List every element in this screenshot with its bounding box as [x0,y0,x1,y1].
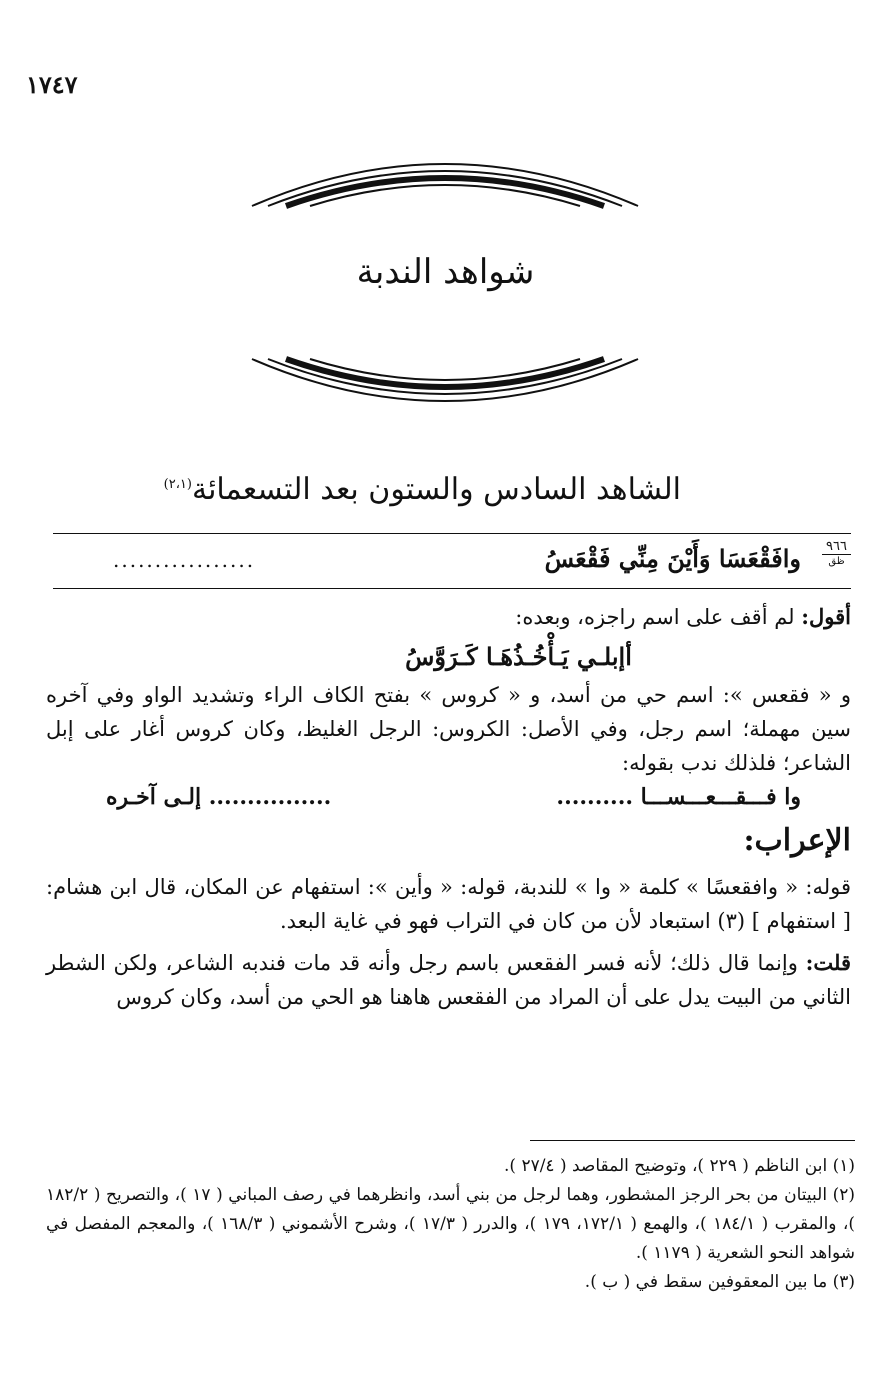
hemistich-left: ................ إلـى آخـره [106,784,332,810]
bottom-ornament-arcs [250,355,640,425]
footnote-3: (٣) ما بين المعقوفين سقط في ( ب ). [584,1272,855,1292]
verse-number [822,540,851,569]
paragraph-2: و « فقعس »: اسم حي من أسد، و « كروس » بفتح الكاف الراء وتشديد الواو وفي آخره سين مهملة؛ اسم رجل، وفي الأصل: الكروس: الرجل الغليظ، وكان كروس أغار على إبل الشاعر؛ فلذلك ندب بقوله: [46,683,851,775]
verse-meter-tag: ظق [828,556,845,567]
paragraph-1 [46,600,851,634]
page-number: ١٧٤٧ [26,70,78,99]
verse-text: وافَقْعَسَا وَأَيْنَ مِنِّي فَقْعَسُ [544,544,801,573]
paragraph-3: قوله: « وافقعسًا » كلمة « وا » للندبة، قوله: « وأين »: استفهام عن المكان، قال ابن هشام: [ استفهام ] (٣) استبعاد لأن من كان في التراب فهو في غاية البعد. [46,875,851,933]
verse-row [53,540,851,584]
verse-bottom-rule [53,588,851,589]
section-title-text: الشاهد السادس والستون بعد التسعمائة [191,472,681,507]
section-title [164,472,681,507]
paragraph-4 [46,946,851,1014]
footnote-1: (١) ابن الناظم ( ٢٢٩ )، وتوضيح المقاصد ( ٢٧/٤ ). [503,1156,855,1176]
footnote-2: (٢) البيتان من بحر الرجز المشطور، وهما لرجل من بني أسد، وانظرهما في رصف المباني ( ١٧ )، والتصريح ( ١٨٢/٢ )، والمقرب ( ١٨٤/١ )، والهمع ( ١٧٢/١، ١٧٩ )، والدرر ( ١٧/٣ )، وشرح الأشموني ( ١٦٨/٣ )، والمعجم المفصل في شواهد النحو الشعرية ( ١١٧٩ ). [46,1185,856,1263]
verse-number-value: ٩٦٦ [822,540,851,555]
footnotes [46,1152,855,1297]
irab-heading: الإعراب: [743,823,851,858]
hemistich-right: وا فـــقـــعـــســـا .......... [556,784,801,810]
paragraph-1-text: لم أقف على اسم راجزه، وبعده: [515,605,795,629]
body-text [46,600,851,1014]
second-verse: أإبلـي يَـأْخُـذُهَـا كَـرَوَّسُ [405,642,632,671]
top-ornament-arcs [250,140,640,210]
paragraph-1-lead: أقول: [801,604,851,629]
footnote-separator [530,1140,855,1141]
footnote-reference: (٢،١) [163,477,192,492]
verse-dots: ................. [113,548,256,572]
hemistich-row [46,780,851,820]
paragraph-4-lead: قلت: [805,950,851,975]
chapter-title: شواهد الندبة [356,252,535,292]
verse-top-rule [53,533,851,534]
paragraph-4-text: وإنما قال ذلك؛ لأنه فسر الفقعس باسم رجل وأنه قد مات فندبه الشاعر، ولكن الشطر الثاني من البيت يدل على أن المراد من الفقعس هاهنا هو الحي من أسد، وكان كروس [46,951,851,1009]
